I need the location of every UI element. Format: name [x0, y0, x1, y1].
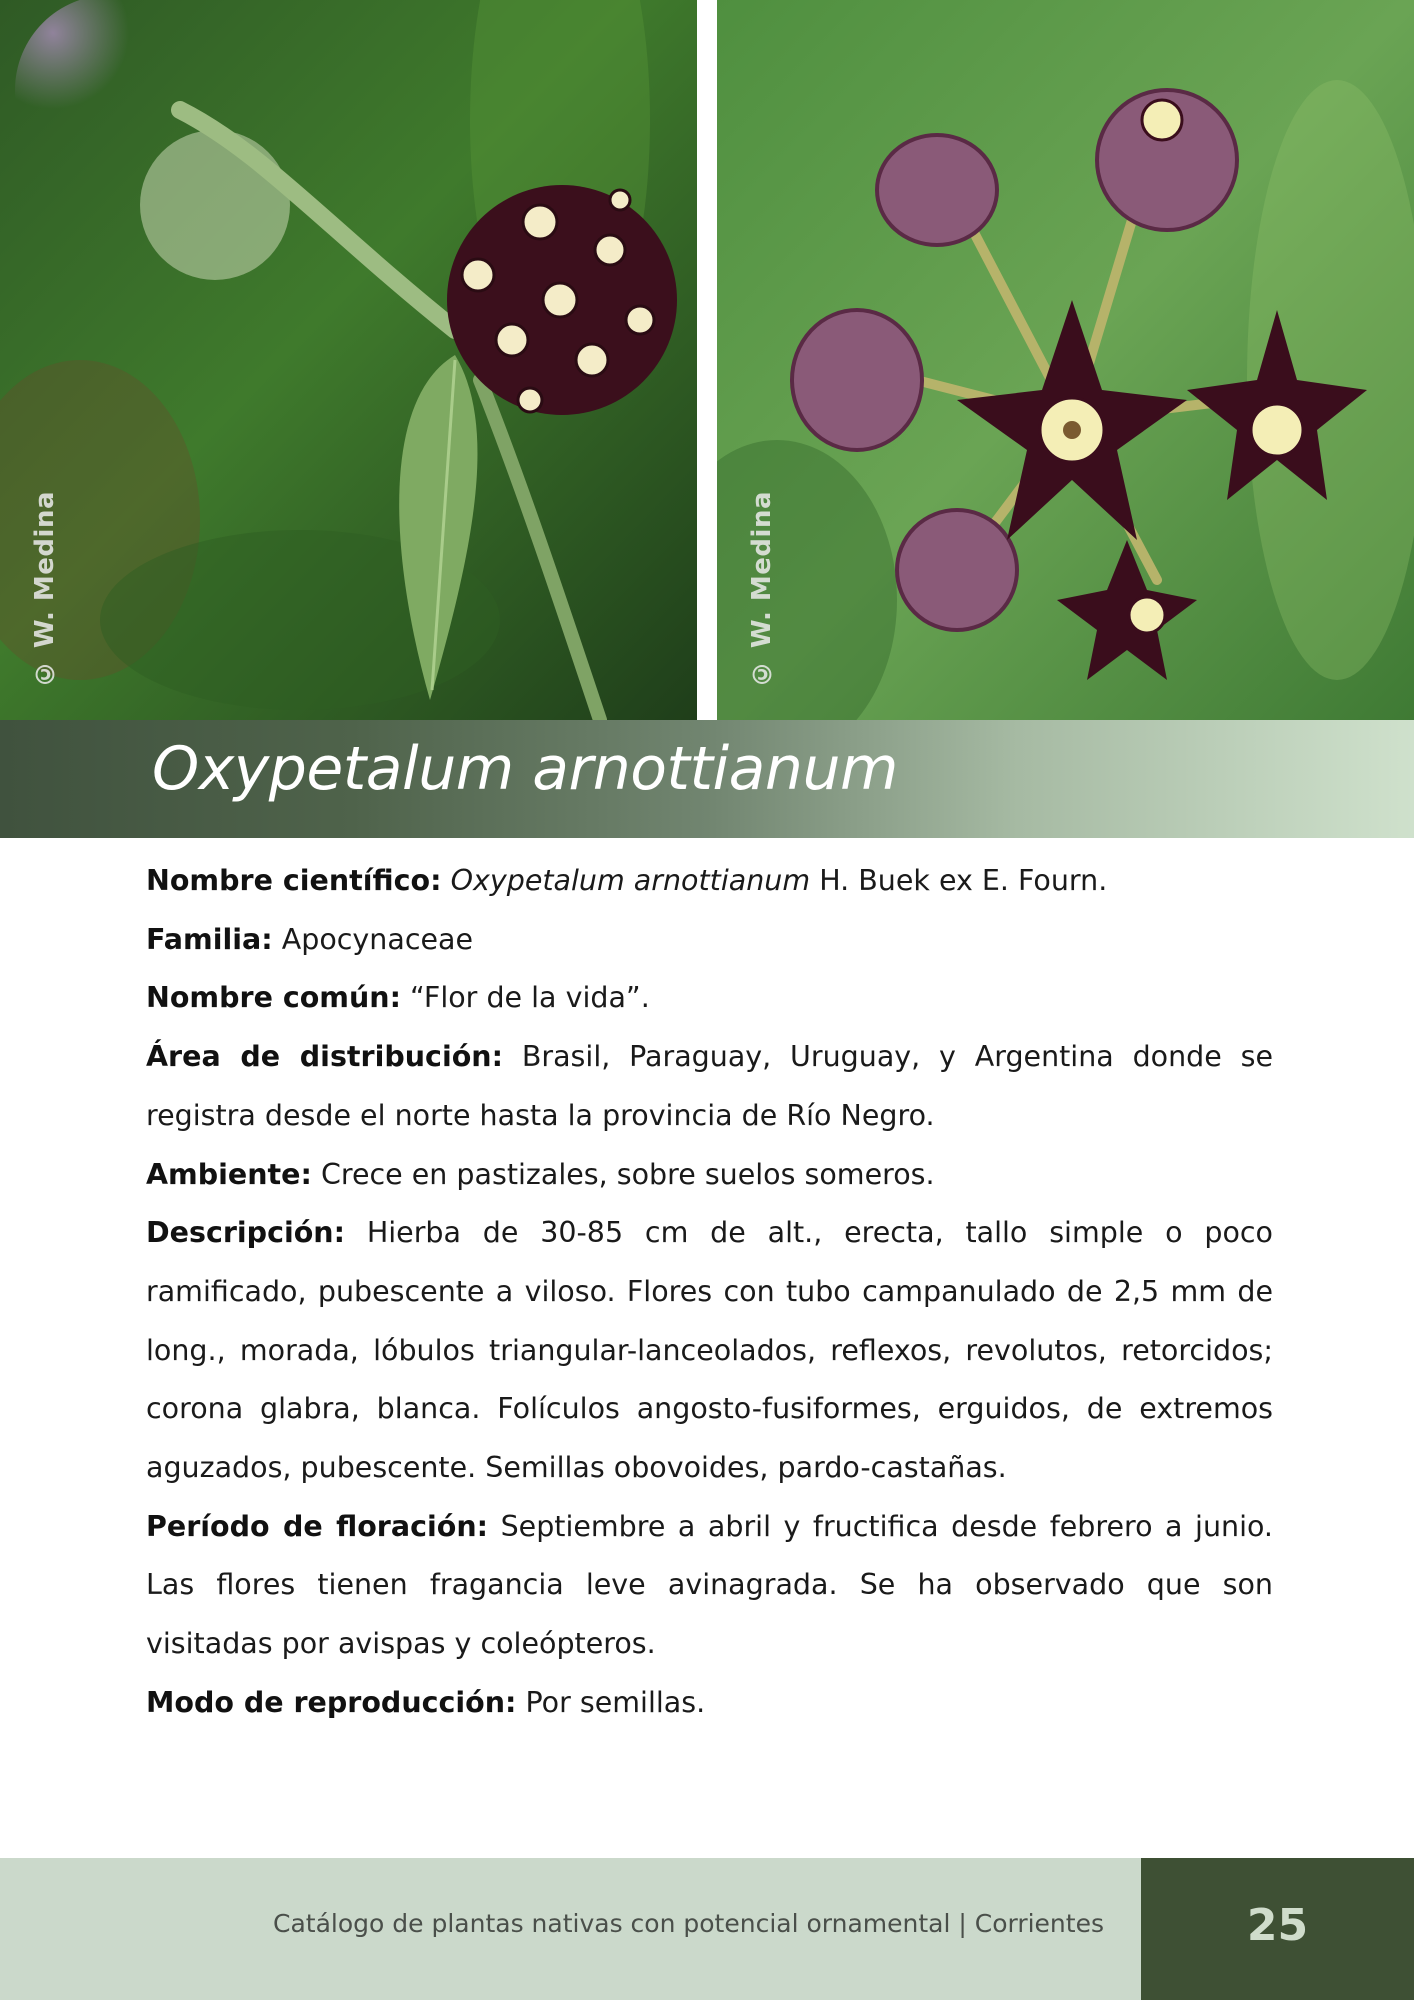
page-title: Oxypetalum arnottianum [152, 734, 898, 804]
field-value: “Flor de la vida”. [410, 981, 650, 1015]
field-distribution [146, 1028, 1273, 1145]
field-label: Familia: [146, 922, 273, 956]
photo-credit: © W. Medina [30, 490, 60, 688]
flower-cluster-illustration [0, 0, 697, 720]
field-family [146, 911, 1273, 970]
field-label: Área de distribución: [146, 1040, 503, 1074]
field-label: Nombre común: [146, 981, 401, 1015]
field-flowering [146, 1498, 1273, 1674]
field-scientific-name [146, 852, 1273, 911]
field-value: Brasil, Paraguay, Uruguay, y Argentina donde se registra desde el norte hasta la provincia de Río Negro. [146, 1040, 1273, 1132]
photo-flower-cluster [0, 0, 697, 720]
field-label: Modo de reproducción: [146, 1685, 517, 1719]
field-value: Hierba de 30-85 cm de alt., erecta, tallo simple o poco ramificado, pubescente a viloso. Flores con tubo campanulado de 2,5 mm de long., morada, lóbulos triangular-lanceolados, reflexos, revolutos, retorcidos; corona glabra, blanca. Folículos angosto-fusiformes, erguidos, de extremos aguzados, pubescente. Semillas obovoides, pardo-castañas. [146, 1216, 1273, 1485]
field-value: Crece en pastizales, sobre suelos someros. [320, 1157, 935, 1191]
field-label: Ambiente: [146, 1157, 312, 1191]
photo-flower-closeup [717, 0, 1414, 720]
field-value: Por semillas. [525, 1685, 706, 1719]
photo-strip [0, 0, 1414, 720]
scientific-name-author: H. Buek ex E. Fourn. [819, 864, 1108, 897]
flower-closeup-illustration [717, 0, 1414, 720]
page-footer [0, 1858, 1414, 2000]
field-label: Nombre científico: [146, 864, 442, 897]
field-value: Apocynaceae [281, 922, 474, 956]
scientific-name-value: Oxypetalum arnottianum [450, 864, 811, 897]
field-description [146, 1204, 1273, 1498]
field-reproduction [146, 1674, 1273, 1733]
page-number-box [1141, 1858, 1414, 2000]
photo-credit: © W. Medina [747, 490, 777, 688]
species-details [146, 852, 1273, 1733]
field-value: Septiembre a abril y fructifica desde febrero a junio. Las flores tienen fragancia leve avinagrada. Se ha observado que son visitadas por avispas y coleópteros. [146, 1509, 1273, 1661]
field-label: Período de floración: [146, 1509, 489, 1543]
field-label: Descripción: [146, 1216, 345, 1250]
title-band [0, 720, 1414, 838]
field-common-name [146, 969, 1273, 1028]
field-environment [146, 1146, 1273, 1205]
page-number: 25 [1246, 1900, 1309, 1951]
footer-catalog-title: Catálogo de plantas nativas con potencial ornamental | Corrientes [273, 1909, 1104, 1938]
